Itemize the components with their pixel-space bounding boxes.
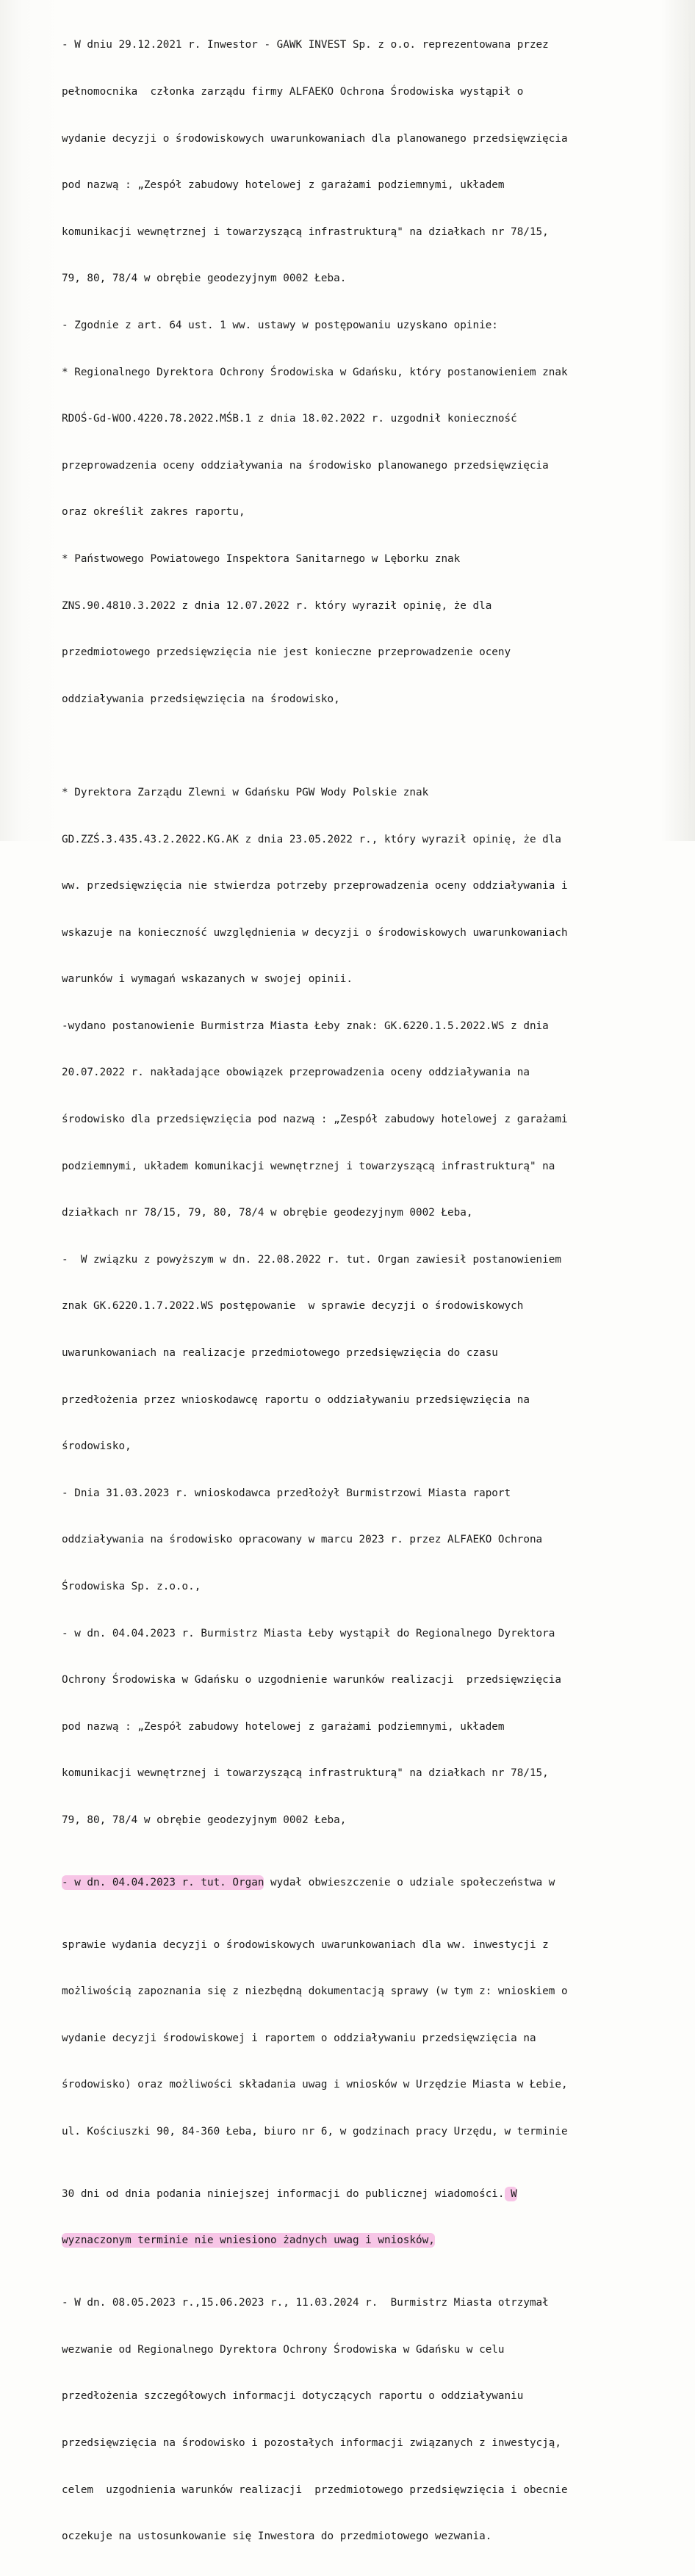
text-line: * Państwowego Powiatowego Inspektora Sanitarnego w Lęborku znak <box>62 552 461 565</box>
text-line: przedłożenia szczegółowych informacji dotyczących raportu o oddziaływaniu <box>62 2390 524 2403</box>
text-line: celem uzgodnienia warunków realizacji przedmiotowego przedsięwzięcia i obecnie <box>62 2483 568 2496</box>
text-line: - Zgodnie z art. 64 ust. 1 ww. ustawy w postępowaniu uzyskano opinie: <box>62 319 498 331</box>
text-line: podziemnymi, układem komunikacji wewnętrznej i towarzyszącą infrastrukturą" na <box>62 1160 555 1172</box>
text-line: komunikacji wewnętrznej i towarzyszącą infrastrukturą" na działkach nr 78/15, <box>62 1767 549 1780</box>
text-line: - W związku z powyższym w dn. 22.08.2022 r. tut. Organ zawiesił postanowieniem <box>62 1253 561 1266</box>
text-line: środowisko) oraz możliwości składania uwag i wniosków w Urzędzie Miasta w Łebie, <box>62 2079 568 2091</box>
pink-highlight-mark: W <box>504 2187 517 2200</box>
text-line: oczekuje na ustosunkowanie się Inwestora do przedmiotowego wezwania. <box>62 2530 492 2543</box>
text-fragment: wydał obwieszczenie o udziale społeczeństwa w <box>264 1876 555 1888</box>
text-line: GD.ZZŚ.3.435.43.2.2022.KG.AK z dnia 23.05.2022 r., który wyraził opinię, że dla <box>62 833 561 845</box>
text-line: * Regionalnego Dyrektora Ochrony Środowiska w Gdańsku, który postanowieniem znak <box>62 366 568 378</box>
text-line: 20.07.2022 r. nakładające obowiązek przeprowadzenia oceny oddziaływania na <box>62 1067 530 1079</box>
text-line: - w dn. 04.04.2023 r. Burmistrz Miasta Łeby wystąpił do Regionalnego Dyrektora <box>62 1627 555 1639</box>
text-line: wskazuje na konieczność uwzględnienia w decyzji o środowiskowych uwarunkowaniach <box>62 926 568 939</box>
text-line: środowisko, <box>62 1440 132 1453</box>
text-line: warunków i wymagań wskazanych w swojej opinii. <box>62 973 353 986</box>
text-line: środowisko dla przedsięwzięcia pod nazwą : „Zespół zabudowy hotelowej z garażami <box>62 1114 568 1126</box>
text-line: działkach nr 78/15, 79, 80, 78/4 w obrębie geodezyjnym 0002 Łeba, <box>62 1207 473 1219</box>
text-line: przedsięwzięcia na środowisko i pozostałych informacji związanych z inwestycją, <box>62 2436 561 2449</box>
text-line: ul. Kościuszki 90, 84-360 Łeba, biuro nr 6, w godzinach pracy Urzędu, w terminie <box>62 2125 568 2137</box>
pink-highlight-mark: wyznaczonym terminie nie wniesiono żadnych uwag i wniosków, <box>62 2234 435 2247</box>
highlighted-line <box>62 2187 686 2202</box>
text-line: możliwością zapoznania się z niezbędną dokumentacją sprawy (w tym z: wnioskiem o <box>62 1985 568 1998</box>
document-body <box>62 7 686 2576</box>
text-line: -wydano postanowienie Burmistrza Miasta Łeby znak: GK.6220.1.5.2022.WS z dnia <box>62 1020 549 1032</box>
text-line: ww. przedsięwzięcia nie stwierdza potrzeby przeprowadzenia oceny oddziaływania i <box>62 880 568 892</box>
text-line: - Dnia 31.03.2023 r. wnioskodawca przedłożył Burmistrzowi Miasta raport <box>62 1487 511 1499</box>
text-line: pod nazwą : „Zespół zabudowy hotelowej z garażami podziemnymi, układem <box>62 179 505 192</box>
text-line: 79, 80, 78/4 w obrębie geodezyjnym 0002 Łeba. <box>62 273 347 285</box>
blank-line <box>62 738 686 754</box>
text-line: - W dn. 08.05.2023 r.,15.06.2023 r., 11.03.2024 r. Burmistrz Miasta otrzymał <box>62 2297 549 2309</box>
text-line: sprawie wydania decyzji o środowiskowych uwarunkowaniach dla ww. inwestycji z <box>62 1938 549 1951</box>
text-line: oddziaływania na środowisko opracowany w marcu 2023 r. przez ALFAEKO Ochrona <box>62 1534 543 1546</box>
text-line: przedłożenia przez wnioskodawcę raportu o oddziaływaniu przedsięwzięcia na <box>62 1393 530 1406</box>
text-line: komunikacji wewnętrznej i towarzyszącą infrastrukturą" na działkach nr 78/15, <box>62 226 549 238</box>
highlighted-line <box>62 2233 686 2248</box>
text-line: oddziaływania przedsięwzięcia na środowisko, <box>62 693 340 705</box>
text-line: Środowiska Sp. z.o.o., <box>62 1581 201 1592</box>
text-line: wydanie decyzji o środowiskowych uwarunkowaniach dla planowanego przedsięwzięcia <box>62 132 568 145</box>
pink-highlight-mark: - w dn. 04.04.2023 r. tut. Organ <box>62 1876 264 1888</box>
highlighted-line <box>62 1875 686 1891</box>
text-line: uwarunkowaniach na realizacje przedmiotowego przedsięwzięcia do czasu <box>62 1347 498 1360</box>
text-line: 79, 80, 78/4 w obrębie geodezyjnym 0002 Łeba, <box>62 1814 347 1826</box>
text-line: RDOŚ-Gd-WOO.4220.78.2022.MŚB.1 z dnia 18.02.2022 r. uzgodnił konieczność <box>62 413 517 425</box>
page-edge-shadow <box>689 0 691 841</box>
text-fragment: 30 dni od dnia podania niniejszej informacji do publicznej wiadomości. <box>62 2187 505 2200</box>
text-line: * Dyrektora Zarządu Zlewni w Gdańsku PGW Wody Polskie znak <box>62 786 429 798</box>
text-line: znak GK.6220.1.7.2022.WS postępowanie w sprawie decyzji o środowiskowych <box>62 1300 524 1313</box>
text-line: wydanie decyzji środowiskowej i raportem o oddziaływaniu przedsięwzięcia na <box>62 2032 536 2044</box>
text-line: Ochrony Środowiska w Gdańsku o uzgodnienie warunków realizacji przedsięwzięcia <box>62 1674 561 1686</box>
text-line: pełnomocnika członka zarządu firmy ALFAEKO Ochrona Środowiska wystąpił o <box>62 86 524 98</box>
text-line: oraz określił zakres raportu, <box>62 506 245 519</box>
text-line: przedmiotowego przedsięwzięcia nie jest konieczne przeprowadzenie oceny <box>62 646 511 659</box>
text-line: - W dniu 29.12.2021 r. Inwestor - GAWK INVEST Sp. z o.o. reprezentowana przez <box>62 39 549 51</box>
text-line: wezwanie od Regionalnego Dyrektora Ochrony Środowiska w Gdańsku w celu <box>62 2343 505 2356</box>
text-line: przeprowadzenia oceny oddziaływania na środowisko planowanego przedsięwzięcia <box>62 459 549 472</box>
text-line: ZNS.90.4810.3.2022 z dnia 12.07.2022 r. który wyraził opinię, że dla <box>62 599 492 612</box>
text-line: pod nazwą : „Zespół zabudowy hotelowej z garażami podziemnymi, układem <box>62 1720 505 1733</box>
